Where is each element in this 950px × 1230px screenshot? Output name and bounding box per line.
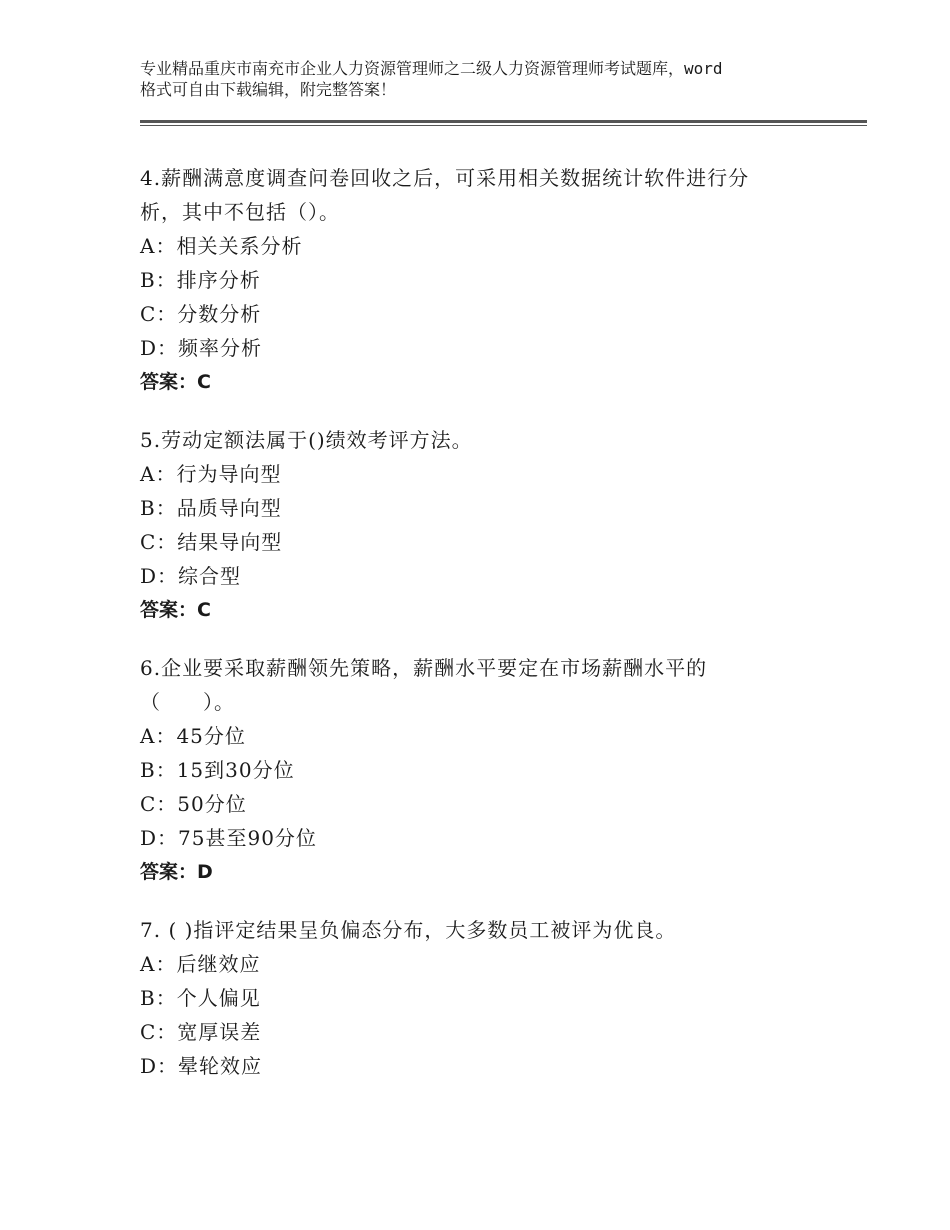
question-stem: （ ）。 <box>140 690 235 714</box>
header-divider-thin <box>140 125 867 126</box>
option-a: A：45分位 <box>140 724 246 748</box>
option-a: A：后继效应 <box>140 952 261 976</box>
answer: 答案：D <box>140 861 213 883</box>
answer: 答案：C <box>140 599 211 621</box>
header-line-1: 专业精品重庆市南充市企业人力资源管理师之二级人力资源管理师考试题库，word <box>140 59 723 78</box>
answer: 答案：C <box>140 371 211 393</box>
question-6 <box>140 651 800 889</box>
option-b: B：15到30分位 <box>140 758 295 782</box>
header-divider-thick <box>140 120 867 123</box>
question-stem: 7. ( )指评定结果呈负偏态分布，大多数员工被评为优良。 <box>140 918 677 942</box>
question-4 <box>140 161 800 399</box>
question-stem: 析，其中不包括（）。 <box>140 200 340 224</box>
option-d: D：综合型 <box>140 564 242 588</box>
option-a: A：相关关系分析 <box>140 234 303 258</box>
question-5 <box>140 423 800 627</box>
option-c: C：宽厚误差 <box>140 1020 262 1044</box>
option-c: C：结果导向型 <box>140 530 283 554</box>
question-list <box>140 161 800 1107</box>
question-stem: 6.企业要采取薪酬领先策略，薪酬水平要定在市场薪酬水平的 <box>140 656 708 680</box>
header-line-2: 格式可自由下载编辑，附完整答案！ <box>140 80 397 99</box>
option-c: C：50分位 <box>140 792 247 816</box>
option-b: B：个人偏见 <box>140 986 261 1010</box>
question-stem: 4.薪酬满意度调查问卷回收之后，可采用相关数据统计软件进行分 <box>140 166 750 190</box>
option-d: D：频率分析 <box>140 336 263 360</box>
option-d: D：晕轮效应 <box>140 1054 263 1078</box>
option-b: B：品质导向型 <box>140 496 282 520</box>
document-header <box>140 58 840 100</box>
question-7 <box>140 913 800 1083</box>
option-d: D：75甚至90分位 <box>140 826 317 850</box>
option-c: C：分数分析 <box>140 302 262 326</box>
option-a: A：行为导向型 <box>140 462 282 486</box>
option-b: B：排序分析 <box>140 268 261 292</box>
question-stem: 5.劳动定额法属于()绩效考评方法。 <box>140 428 473 452</box>
